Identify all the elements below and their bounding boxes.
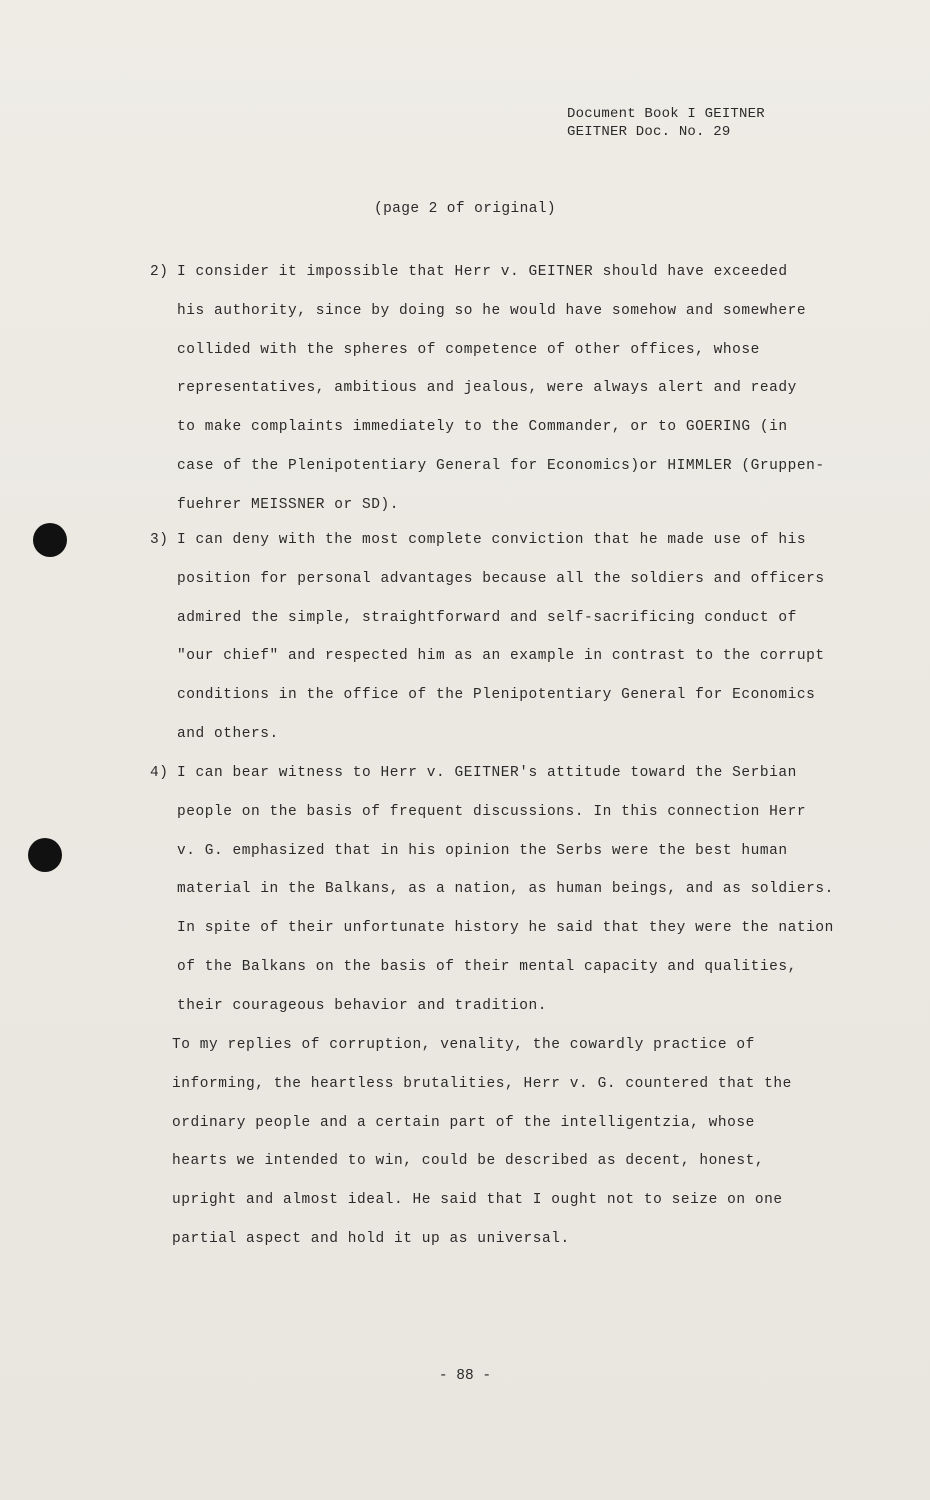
item-line: to make complaints immediately to the Commander, or to GOERING (in	[177, 419, 788, 436]
item-line: material in the Balkans, as a nation, as human beings, and as soldiers.	[177, 881, 834, 898]
numbered-item-3	[150, 521, 860, 754]
page-subtitle: (page 2 of original)	[373, 201, 557, 217]
closing-paragraph	[172, 1026, 862, 1259]
item-line: representatives, ambitious and jealous, were always alert and ready	[177, 380, 797, 397]
punch-hole-icon	[28, 838, 62, 872]
page-number: - 88 -	[438, 1368, 492, 1384]
item-line: admired the simple, straightforward and self-sacrificing conduct of	[177, 609, 797, 626]
item-line: position for personal advantages because all the soldiers and officers	[177, 570, 825, 587]
item-line: conditions in the office of the Plenipotentiary General for Economics	[177, 687, 816, 704]
item-line: his authority, since by doing so he would have somehow and somewhere	[177, 302, 807, 319]
item-line: collided with the spheres of competence of other offices, whose	[177, 341, 760, 358]
item-line: "our chief" and respected him as an example in contrast to the corrupt	[177, 648, 825, 665]
item-line: their courageous behavior and tradition.	[177, 997, 548, 1014]
item-line: I can bear witness to Herr v. GEITNER's attitude toward the Serbian	[177, 765, 797, 781]
header-doc-number: GEITNER Doc. No. 29	[567, 124, 731, 140]
item-line: of the Balkans on the basis of their mental capacity and qualities,	[177, 958, 797, 975]
item-number: 3)	[150, 532, 169, 548]
item-line: people on the basis of frequent discussions. In this connection Herr	[177, 803, 807, 820]
item-number: 2)	[150, 264, 169, 280]
paragraph-line: ordinary people and a certain part of the intelligentzia, whose	[172, 1114, 755, 1131]
numbered-item-2	[150, 253, 860, 525]
item-line: case of the Plenipotentiary General for Economics)or HIMMLER (Gruppen-	[177, 457, 825, 474]
item-line: In spite of their unfortunate history he said that they were the nation	[177, 920, 834, 937]
item-line: and others.	[177, 725, 279, 742]
numbered-item-4	[150, 754, 860, 1026]
paragraph-line: hearts we intended to win, could be described as decent, honest,	[172, 1153, 765, 1170]
document-header	[567, 105, 765, 141]
paragraph-line: partial aspect and hold it up as universal.	[172, 1230, 570, 1247]
item-number: 4)	[150, 765, 169, 781]
item-line: fuehrer MEISSNER or SD).	[177, 496, 400, 513]
item-line: v. G. emphasized that in his opinion the Serbs were the best human	[177, 842, 788, 859]
paragraph-line: upright and almost ideal. He said that I ought not to seize on one	[172, 1192, 783, 1209]
paragraph-line: To my replies of corruption, venality, the cowardly practice of	[172, 1037, 755, 1053]
punch-hole-icon	[33, 523, 67, 557]
header-book-line: Document Book I GEITNER	[567, 106, 765, 122]
item-line: I consider it impossible that Herr v. GEITNER should have exceeded	[177, 264, 788, 280]
paragraph-line: informing, the heartless brutalities, Herr v. G. countered that the	[172, 1075, 792, 1092]
item-line: I can deny with the most complete conviction that he made use of his	[177, 532, 807, 548]
